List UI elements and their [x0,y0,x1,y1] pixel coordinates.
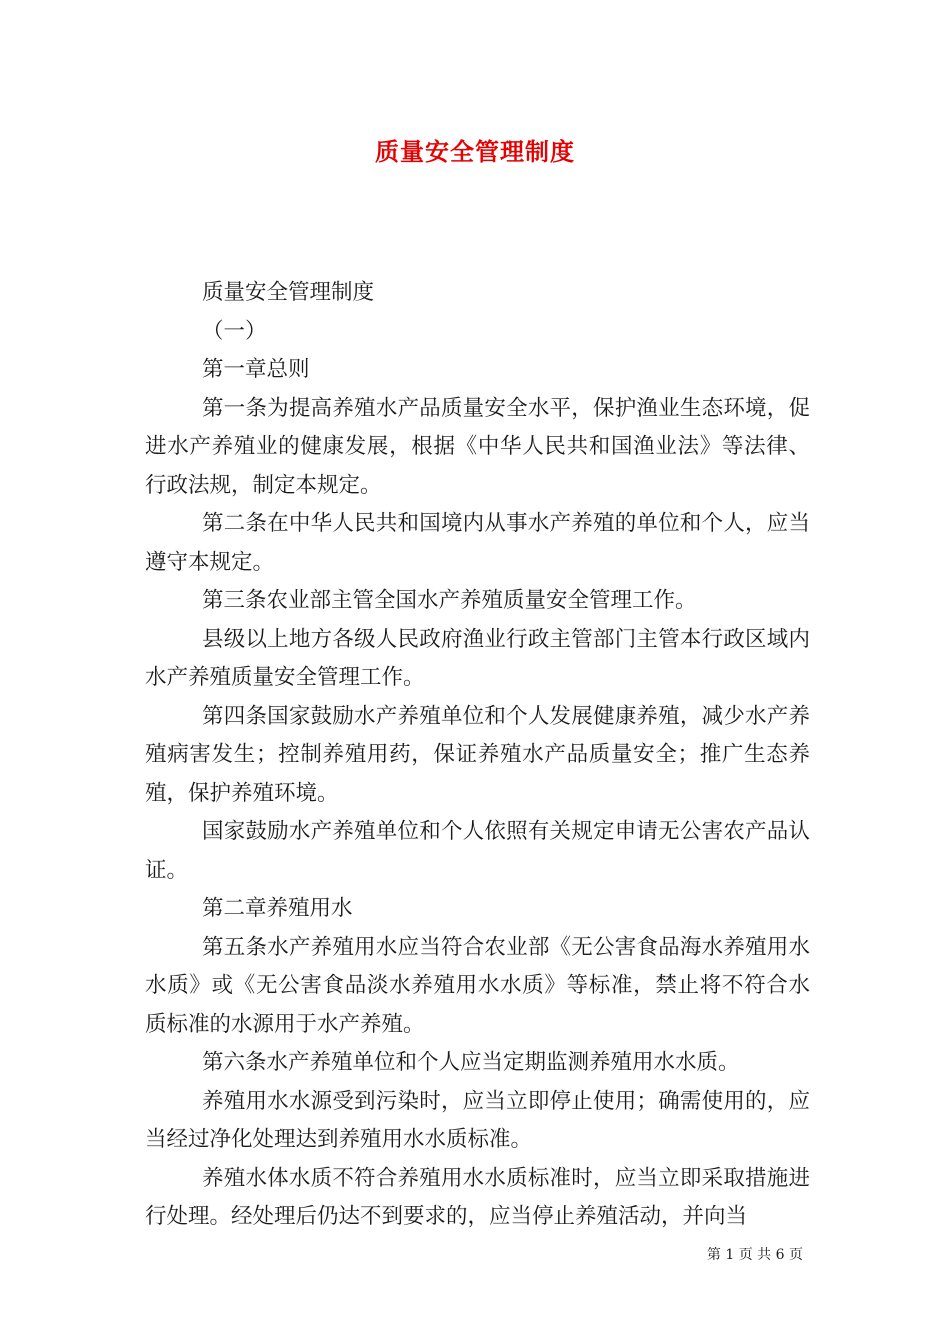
paragraph: 第四条国家鼓励水产养殖单位和个人发展健康养殖，减少水产养殖病害发生；控制养殖用药，保证养殖水产品质量安全；推广生态养殖，保护养殖环境。 [145,703,810,806]
paragraph: 质量安全管理制度 [202,280,375,305]
paragraph: 第一章总则 [202,357,310,382]
page-number: 第 1 页 共 6 页 [706,1247,803,1263]
paragraph: 县级以上地方各级人民政府渔业行政主管部门主管本行政区域内水产养殖质量安全管理工作。 [145,626,810,690]
paragraph: 第三条农业部主管全国水产养殖质量安全管理工作。 [202,588,697,613]
paragraph: 第一条为提高养殖水产品质量安全水平，保护渔业生态环境，促进水产养殖业的健康发展，根据《中华人民共和国渔业法》等法律、行政法规，制定本规定。 [145,395,810,498]
paragraph: 第五条水产养殖用水应当符合农业部《无公害食品海水养殖用水水质》或《无公害食品淡水养殖用水水质》等标准，禁止将不符合水质标准的水源用于水产养殖。 [145,934,810,1037]
paragraph: （一） [202,318,267,344]
paragraph: 第二条在中华人民共和国境内从事水产养殖的单位和个人，应当遵守本规定。 [145,511,810,575]
paragraph: 养殖用水水源受到污染时，应当立即停止使用；确需使用的，应当经过净化处理达到养殖用水水质标准。 [145,1088,810,1152]
paragraph: 第六条水产养殖单位和个人应当定期监测养殖用水水质。 [202,1050,740,1075]
document-body [145,274,810,1237]
page-title: 质量安全管理制度 [375,137,575,166]
paragraph: 国家鼓励水产养殖单位和个人依照有关规定申请无公害农产品认证。 [145,819,810,883]
paragraph: 第二章养殖用水 [202,896,353,921]
paragraph: 养殖水体水质不符合养殖用水水质标准时，应当立即采取措施进行处理。经处理后仍达不到要求的，应当停止养殖活动，并向当 [145,1165,810,1229]
